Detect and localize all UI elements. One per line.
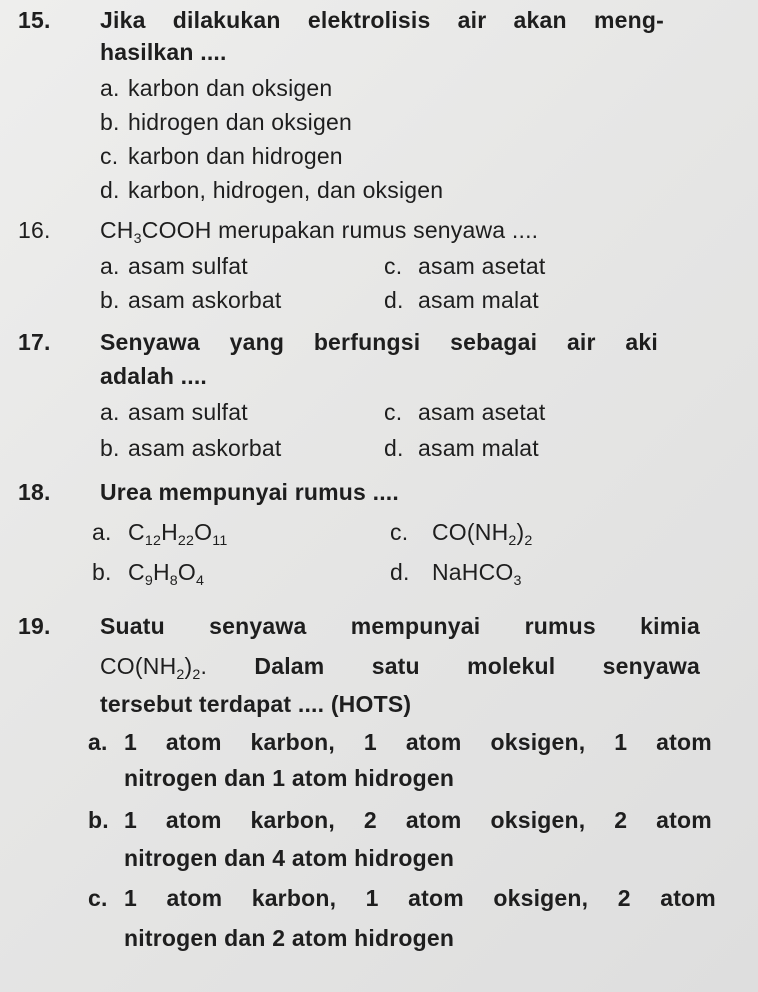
- option-text: asam asetat: [418, 253, 546, 279]
- option-text: 1 atom karbon, 1 atom oksigen, 2 atom: [124, 885, 716, 911]
- option-letter: c.: [384, 253, 403, 279]
- option-text: asam sulfat: [128, 399, 248, 425]
- question-number: 16.: [18, 217, 51, 243]
- option-letter: a.: [100, 253, 120, 279]
- question-stem-line: tersebut terdapat .... (HOTS): [100, 691, 412, 717]
- question-number: 18.: [18, 479, 51, 505]
- option-text: nitrogen dan 1 atom hidrogen: [124, 765, 455, 791]
- option-letter: a.: [100, 75, 120, 101]
- option-letter: b.: [100, 109, 120, 135]
- option-letter: b.: [88, 807, 109, 833]
- option-letter: d.: [100, 177, 120, 203]
- question-stem-line: Urea mempunyai rumus ....: [100, 479, 399, 505]
- option-text: 1 atom karbon, 1 atom oksigen, 1 atom: [124, 729, 712, 755]
- option-letter: d.: [390, 559, 410, 585]
- option-letter: a.: [92, 519, 112, 545]
- option-text: 1 atom karbon, 2 atom oksigen, 2 atom: [124, 807, 712, 833]
- option-text: asam sulfat: [128, 253, 248, 279]
- option-formula: $C_9H_8O_4$: [128, 559, 205, 589]
- option-letter: c.: [100, 143, 119, 169]
- option-text: karbon dan oksigen: [128, 75, 333, 101]
- option-letter: a.: [88, 729, 108, 755]
- question-stem-line: hasilkan ....: [100, 39, 227, 65]
- option-letter: c.: [390, 519, 409, 545]
- option-text: asam malat: [418, 287, 539, 313]
- question-number: 15.: [18, 7, 51, 33]
- question-stem-line: Jika dilakukan elektrolisis air akan meng-: [100, 7, 664, 33]
- option-formula: $C_{12}H_{22}O_{11}$: [128, 519, 228, 549]
- option-letter: b.: [92, 559, 112, 585]
- option-text: nitrogen dan 2 atom hidrogen: [124, 925, 455, 951]
- option-text: asam askorbat: [128, 435, 282, 461]
- option-letter: d.: [384, 435, 404, 461]
- question-stem-line: $CH_3COOH$ merupakan rumus senyawa ....: [100, 217, 539, 247]
- question-stem-line: adalah ....: [100, 363, 208, 389]
- option-text: karbon dan hidrogen: [128, 143, 343, 169]
- option-formula: $CO(NH_2)_2$: [432, 519, 533, 549]
- option-text: nitrogen dan 4 atom hidrogen: [124, 845, 455, 871]
- option-formula: NaHCO$_3$: [432, 559, 522, 589]
- option-text: karbon, hidrogen, dan oksigen: [128, 177, 444, 203]
- option-letter: b.: [100, 435, 120, 461]
- option-text: asam malat: [418, 435, 539, 461]
- option-letter: a.: [100, 399, 120, 425]
- question-stem-line: Senyawa yang berfungsi sebagai air aki: [100, 329, 658, 355]
- question-number: 19.: [18, 613, 51, 639]
- question-stem-line: Suatu senyawa mempunyai rumus kimia: [100, 613, 700, 639]
- stem-formula: $CO(NH_2)_2$.: [100, 653, 208, 683]
- option-letter: c.: [88, 885, 108, 911]
- option-letter: d.: [384, 287, 404, 313]
- option-text: asam asetat: [418, 399, 546, 425]
- option-letter: b.: [100, 287, 120, 313]
- option-letter: c.: [384, 399, 403, 425]
- question-number: 17.: [18, 329, 51, 355]
- question-stem-line: $CO(NH_2)_2$. Dalam satu molekul senyawa: [100, 653, 700, 683]
- option-text: asam askorbat: [128, 287, 282, 313]
- option-text: hidrogen dan oksigen: [128, 109, 352, 135]
